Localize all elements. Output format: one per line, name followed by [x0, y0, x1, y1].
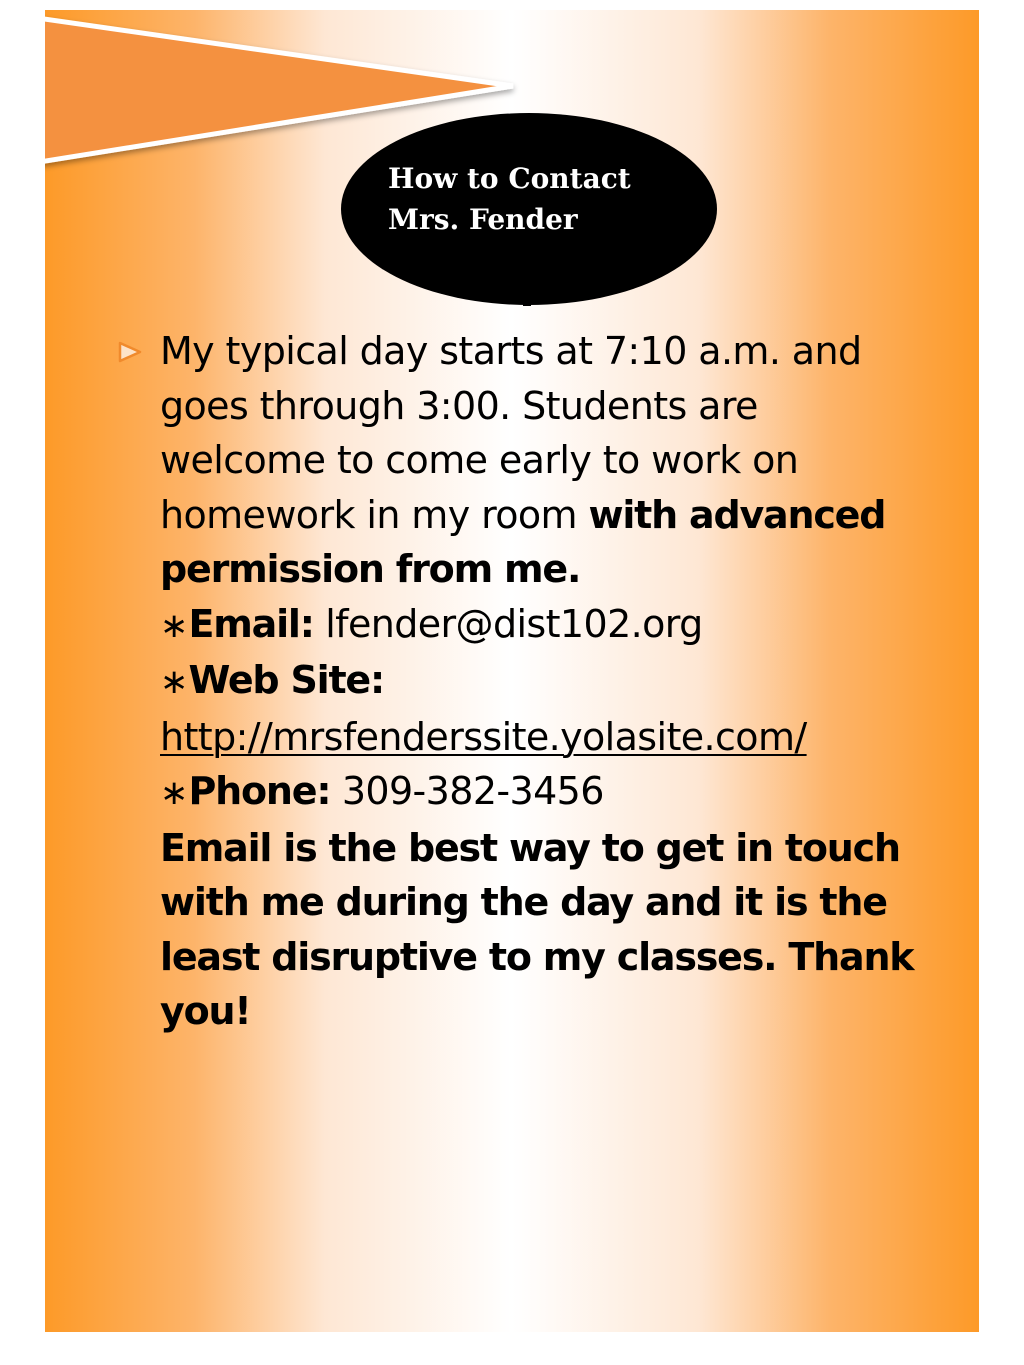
intro-line-3: welcome to come early to work on: [160, 438, 799, 482]
phone-bullet: ∗: [160, 773, 189, 813]
outlined-triangle-arrow-icon: [117, 340, 143, 364]
website-link-row: [160, 710, 960, 765]
title-oval-tail: [523, 296, 531, 306]
intro-line-4: [160, 488, 960, 543]
website-row: [160, 653, 960, 710]
closing-line-3: least disruptive to my classes. Thank: [160, 934, 914, 979]
website-label: Web Site:: [188, 658, 384, 702]
slide: [45, 10, 979, 1332]
title-line-1: How to Contact: [388, 162, 631, 195]
intro-line-4-text: homework in my room: [160, 492, 589, 537]
intro-line-4-bold: with advanced: [588, 492, 886, 537]
email-bullet: ∗: [160, 605, 189, 646]
bullet-content: [160, 324, 960, 1039]
email-row: [160, 597, 960, 654]
email-value: lfender@dist102.org: [313, 601, 703, 646]
closing-line-4: you!: [160, 989, 251, 1033]
intro-line-2: goes through 3:00. Students are: [160, 383, 758, 428]
website-bullet: ∗: [160, 662, 189, 702]
phone-label: Phone:: [188, 769, 331, 813]
intro-line-5-bold: permission from me.: [160, 547, 581, 591]
website-link[interactable]: http://mrsfenderssite.yolasite.com/: [160, 714, 807, 759]
title-line-2: Mrs. Fender: [388, 203, 578, 236]
closing-line-2: with me during the day and it is the: [160, 880, 887, 924]
email-label: Email:: [188, 601, 314, 646]
page-title: [388, 158, 688, 240]
intro-line-1: My typical day starts at 7:10 a.m. and: [160, 329, 862, 373]
phone-row: [160, 764, 960, 821]
phone-value: 309-382-3456: [330, 769, 604, 813]
closing-line-1: Email is the best way to get in touch: [160, 825, 900, 870]
